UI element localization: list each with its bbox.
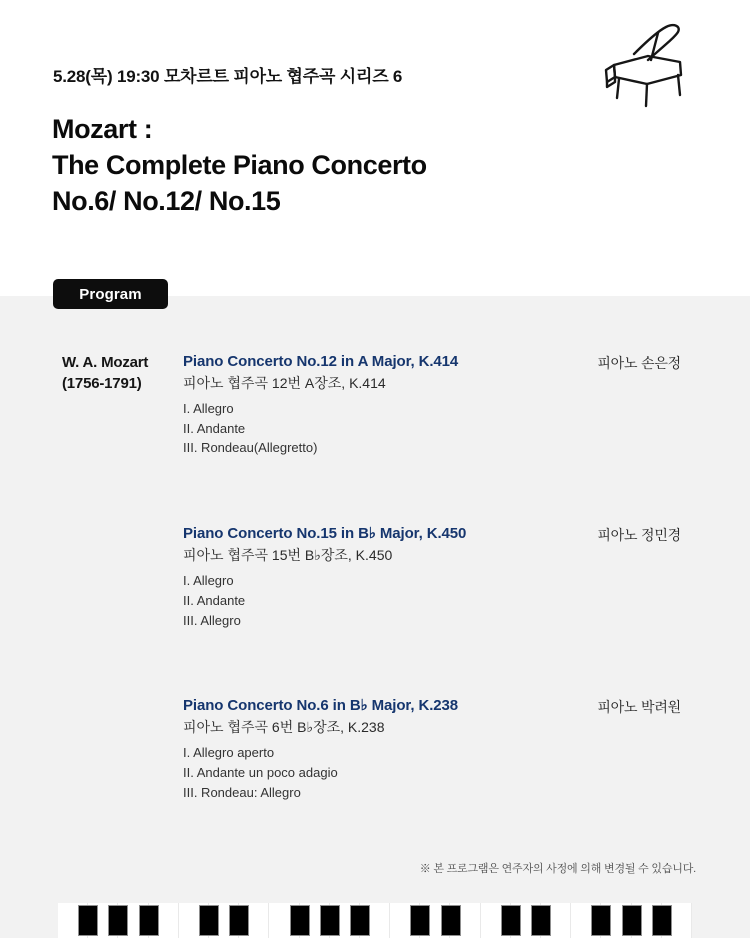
performer-name: 피아노 정민경 (597, 527, 681, 544)
black-key (229, 905, 249, 936)
performer-name: 피아노 박려원 (597, 699, 681, 716)
movement: I. Allegro aperto (183, 745, 275, 761)
concerto-title: Piano Concerto No.12 in A Major, K.414 (183, 353, 459, 370)
movement: I. Allegro (183, 401, 234, 416)
black-key (652, 905, 672, 936)
black-key (350, 905, 370, 936)
black-key (320, 905, 340, 936)
black-key (591, 905, 611, 936)
concerto-subtitle-korean: 피아노 협주곡 6번 B♭장조, K.238 (183, 719, 385, 736)
movement: I. Allegro (183, 573, 234, 589)
black-key (139, 905, 159, 936)
movement-list (183, 571, 750, 630)
movement: III. Allegro (183, 612, 241, 628)
grand-piano-icon (598, 20, 698, 113)
movement: II. Andante un poco adagio (183, 764, 338, 780)
program-entry (183, 696, 750, 802)
concerto-title: Piano Concerto No.15 in B♭ Major, K.450 (183, 525, 467, 543)
black-key (531, 905, 551, 936)
black-key (441, 905, 461, 936)
title-line-1: Mozart : (52, 114, 153, 144)
black-key (78, 905, 98, 936)
black-key (501, 905, 521, 936)
program-badge: Program (53, 279, 168, 309)
composer-years: (1756-1791) (62, 375, 142, 392)
title-line-3: No.6/ No.12/ No.15 (52, 186, 281, 216)
title-line-2: The Complete Piano Concerto (52, 150, 427, 180)
performer-name: 피아노 손은정 (597, 355, 681, 371)
composer-block (62, 352, 148, 394)
black-key (199, 905, 219, 936)
black-key (622, 905, 642, 936)
composer-name: W. A. Mozart (62, 354, 149, 371)
program-entries (183, 352, 750, 868)
black-key (108, 905, 128, 936)
movement: III. Rondeau(Allegretto) (183, 440, 318, 456)
movement: II. Andante (183, 592, 246, 608)
program-change-footnote: ※ 본 프로그램은 연주자의 사정에 의해 변경될 수 있습니다. (419, 863, 696, 875)
movement: II. Andante (183, 420, 246, 436)
page-title (52, 111, 427, 219)
black-key (410, 905, 430, 936)
concerto-title: Piano Concerto No.6 in B♭ Major, K.238 (183, 697, 458, 715)
concerto-subtitle-korean: 피아노 협주곡 12번 A장조, K.414 (183, 375, 386, 391)
concert-date-line: 5.28(목) 19:30 모차르트 피아노 협주곡 시리즈 6 (53, 67, 403, 86)
movement-list (183, 399, 750, 458)
program-entry (183, 352, 750, 458)
concerto-subtitle-korean: 피아노 협주곡 15번 B♭장조, K.450 (183, 547, 393, 564)
black-key (290, 905, 310, 936)
piano-keyboard-graphic (58, 903, 692, 938)
program-entry (183, 524, 750, 630)
movement: III. Rondeau: Allegro (183, 784, 301, 800)
movement-list (183, 743, 750, 802)
